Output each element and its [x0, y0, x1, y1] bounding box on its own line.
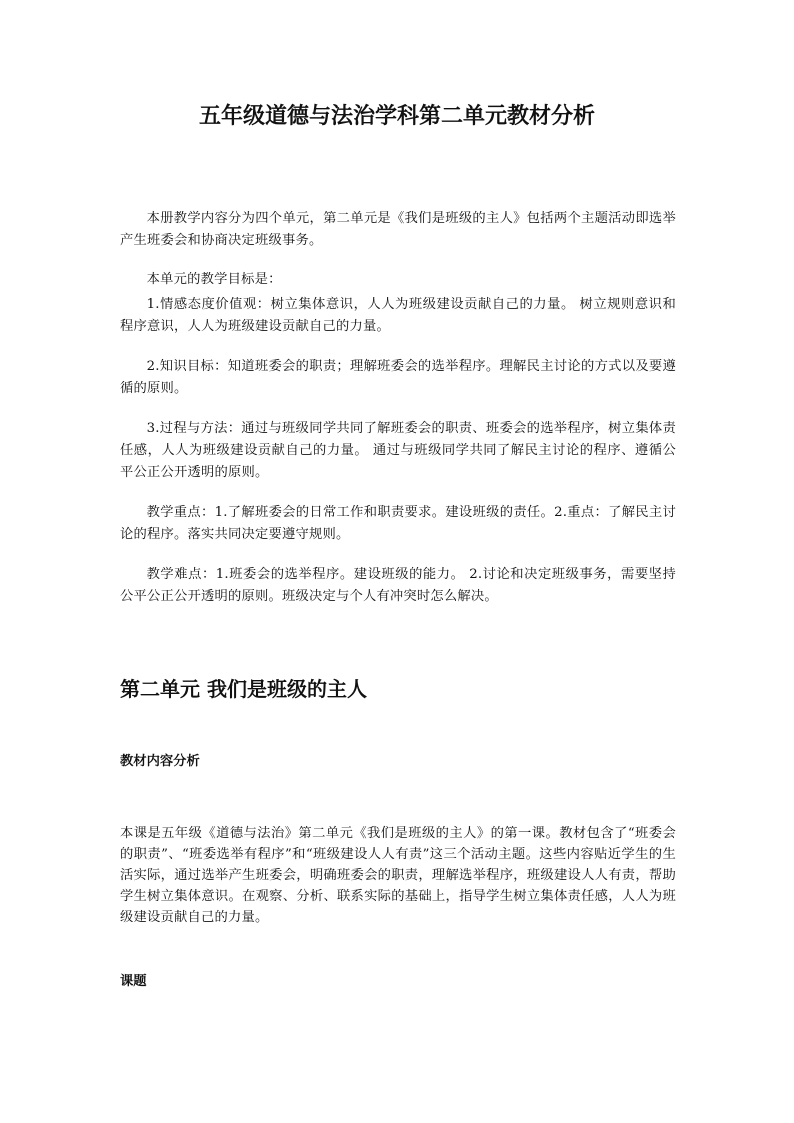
analysis-paragraph: 本课是五年级《道德与法治》第二单元《我们是班级的主人》的第一课。教材包含了“班委会的职责”、“班委选举有程序”和“班级建设人人有责”这三个活动主题。这些内容贴近学生的生活实际，通过选举产生班委会，明确班委会的职责，理解选举程序，班级建设人人有责，帮助学生树立集体意识。在观察、分析、联系实际的基础上，指导学生树立集体责任感，人人为班级建设贡献自己的力量。: [120, 826, 676, 925]
goal-2-paragraph: 2.知识目标：知道班委会的职责；理解班委会的选举程序。理解民主讨论的方式以及要遵循的原则。: [120, 359, 676, 396]
goal-3-paragraph: 3.过程与方法：通过与班级同学共同了解班委会的职责、班委会的选举程序，树立集体责任感，人人为班级建设贡献自己的力量。 通过与班级同学共同了解民主讨论的程序、遵循公平公正公开透明的原则。: [120, 421, 676, 480]
difficulties-paragraph: 教学难点：1.班委会的选举程序。建设班级的能力。 2.讨论和决定班级事务，需要坚持公平公正公开透明的原则。班级决定与个人有冲突时怎么解决。: [120, 567, 676, 604]
document-title: 五年级道德与法治学科第二单元教材分析: [198, 104, 595, 129]
analysis-heading: 教材内容分析: [120, 754, 200, 769]
section-title: 第二单元 我们是班级的主人: [120, 677, 367, 701]
key-points-paragraph: 教学重点：1.了解班委会的日常工作和职责要求。建设班级的责任。2.重点：了解民主讨论的程序。落实共同决定要遵守规则。: [120, 505, 676, 542]
goals-intro: 本单元的教学目标是：: [146, 272, 282, 287]
topic-heading: 课题: [120, 974, 147, 989]
intro-paragraph: 本册教学内容分为四个单元，第二单元是《我们是班级的主人》包括两个主题活动即选举产生班委会和协商决定班级事务。: [120, 211, 676, 248]
goal-1-paragraph: 1.情感态度价值观：树立集体意识，人人为班级建设贡献自己的力量。 树立规则意识和程序意识，人人为班级建设贡献自己的力量。: [120, 297, 676, 334]
